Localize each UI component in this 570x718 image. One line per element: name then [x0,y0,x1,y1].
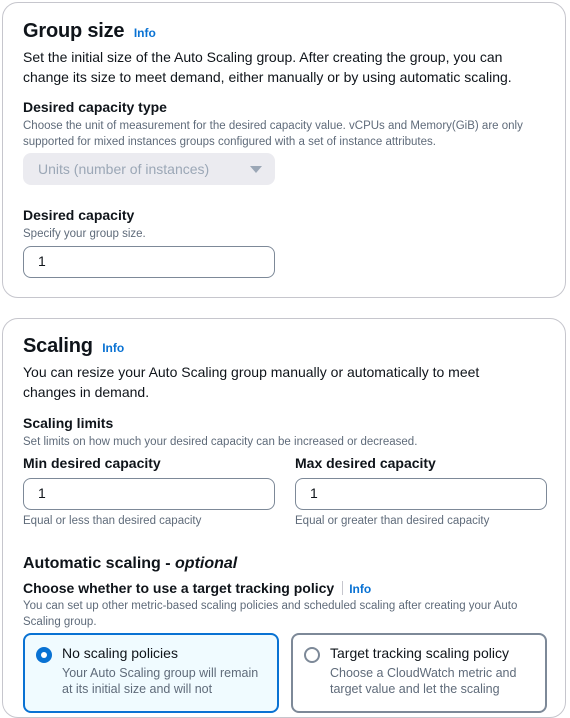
target-tracking-help: You can set up other metric-based scaling policies and scheduled scaling after creating your Auto Scaling group. [23,600,518,628]
group-size-panel [2,2,566,298]
automatic-scaling-heading [23,555,237,573]
max-desired-capacity-label: Max desired capacity [295,455,436,471]
option-target-tracking-desc: Choose a CloudWatch metric and target value and let the scaling [330,666,517,696]
group-size-info-link[interactable]: Info [133,26,156,40]
scaling-description: You can resize your Auto Scaling group manually or automatically to meet changes in demand. [23,364,480,400]
radio-selected-icon[interactable] [36,647,52,663]
group-size-title: Group size [23,20,125,42]
desired-capacity-input[interactable]: 1 [23,246,275,278]
desired-capacity-type-label: Desired capacity type [23,99,167,115]
automatic-scaling-optional: optional [175,555,238,572]
desired-capacity-label: Desired capacity [23,207,135,223]
target-tracking-question: Choose whether to use a target tracking policy [23,580,335,596]
max-desired-capacity-constraint: Equal or greater than desired capacity [295,515,490,527]
desired-capacity-help: Specify your group size. [23,228,146,240]
min-desired-capacity-input[interactable]: 1 [23,478,275,510]
scaling-title: Scaling [23,335,93,357]
desired-capacity-type-select [23,153,275,185]
scaling-limits-label: Scaling limits [23,415,114,431]
option-target-tracking-title: Target tracking scaling policy [330,645,509,661]
option-no-scaling-desc: Your Auto Scaling group will remain at its initial size and will not [62,666,259,696]
radio-unselected-icon[interactable] [304,647,320,663]
caret-down-icon [250,166,262,173]
scaling-info-link[interactable]: Info [102,341,125,355]
scaling-panel [2,318,566,718]
option-target-tracking-policy[interactable] [291,633,547,713]
target-tracking-info-link[interactable]: Info [349,582,372,596]
group-size-description: Set the initial size of the Auto Scaling group. After creating the group, you can change its size to meet demand, either manually or by using automatic scaling. [23,49,512,85]
automatic-scaling-title: Automatic scaling - [23,555,176,572]
scaling-limits-help: Set limits on how much your desired capacity can be increased or decreased. [23,436,418,448]
desired-capacity-type-help: Choose the unit of measurement for the desired capacity value. vCPUs and Memory(GiB) are only supported for mixed instances groups configured with a set of instance attributes. [23,120,523,148]
max-desired-capacity-input[interactable]: 1 [295,478,547,510]
desired-capacity-type-value: Units (number of instances) [38,161,210,177]
divider [342,581,343,595]
option-no-scaling-title: No scaling policies [62,645,178,661]
min-desired-capacity-constraint: Equal or less than desired capacity [23,515,202,527]
min-desired-capacity-label: Min desired capacity [23,455,161,471]
option-no-scaling-policies[interactable] [23,633,279,713]
